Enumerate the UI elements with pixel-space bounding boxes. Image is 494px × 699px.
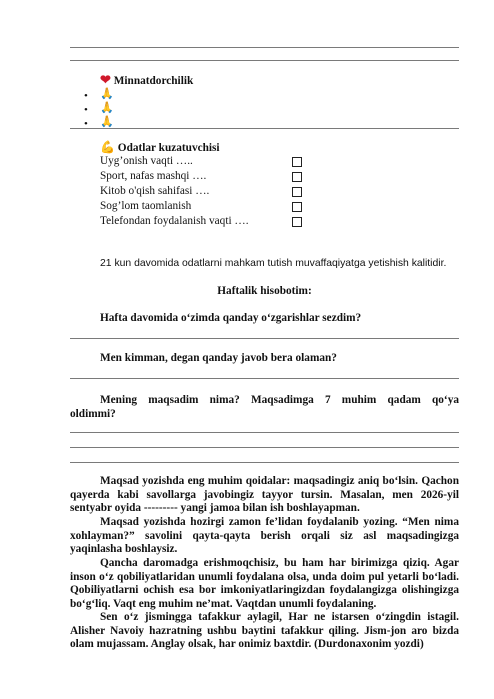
top-rule-1 — [70, 47, 459, 48]
answer-line — [70, 447, 459, 448]
heart-icon: ❤ — [100, 72, 111, 87]
habit-label: Uyg’onish vaqti ….. — [100, 155, 193, 167]
answer-line — [70, 338, 459, 339]
gratitude-heading — [100, 73, 193, 88]
weekly-question-1: Hafta davomida o‘zimda qanday o‘zgarishlar sezdim? — [100, 312, 362, 324]
gratitude-title: Minnatdorchilik — [113, 75, 194, 87]
habit-checkbox[interactable] — [292, 217, 302, 227]
gratitude-bullet-1: • — [84, 90, 88, 102]
muscle-icon: 💪 — [100, 140, 115, 154]
habit-checkbox[interactable] — [292, 202, 302, 212]
weekly-question-3: Mening maqsadim nima? Maqsadimga 7 muhim qadam qo‘ya oldimmi? — [70, 394, 459, 420]
section-rule — [70, 128, 459, 129]
habit-label: Kitob o'qish sahifasi …. — [100, 185, 210, 197]
habit-statement: 21 kun davomida odatlarni mahkam tutish muvaffaqiyatga yetishish kalitidir. — [100, 258, 447, 269]
habit-row — [100, 169, 310, 184]
gratitude-bullet-3: • — [84, 118, 88, 130]
paragraph: Maqsad yozishda hozirgi zamon fe’lidan foydalanib yozing. “Men nima xohlayman?” savolini qayta-qayta berish orqali siz asl maqsadingizga yaqinlasha boshlaysiz. — [70, 516, 459, 556]
habit-checkbox[interactable] — [292, 172, 302, 182]
habit-checkbox[interactable] — [292, 157, 302, 167]
pray-icon: 🙏 — [100, 88, 114, 100]
answer-line — [70, 432, 459, 433]
habit-label: Sport, nafas mashqi …. — [100, 170, 207, 182]
habit-row — [100, 154, 310, 169]
gratitude-bullet-2: • — [84, 104, 88, 116]
habit-label: Sog’lom taomlanish — [100, 200, 192, 212]
habits-heading — [100, 140, 220, 155]
answer-line — [70, 462, 459, 463]
habit-row — [100, 214, 310, 229]
paragraph: Qancha daromadga erishmoqchisiz, bu ham har birimizga qiziq. Agar inson o‘z qobiliyatlaridan unumli foydalana olsa, unda doim pul yetarli bo‘ladi. Qobiliyatlarni ochish esa bor imkoniyatlaringizdan foydalangizga olishingizga bo‘g‘liq. Vaqt eng muhim ne’mat. Vaqtdan unumli foydalaning. — [70, 557, 459, 610]
weekly-question-2: Men kimman, degan qanday javob bera olaman? — [100, 352, 337, 364]
habit-row — [100, 199, 310, 214]
habits-title: Odatlar kuzatuvchisi — [117, 142, 220, 154]
pray-icon: 🙏 — [100, 116, 114, 128]
paragraph: Sen o‘z jismingga tafakkur aylagil, Har ne istarsen o‘zingdin istagil. Alisher Navoiy hazratning ushbu baytini tafakkur qiling. Jism-jon aro bizda olam mujassam. Anglay olsak, har onimiz baxtdir. (Durdonaxonim yozdi) — [70, 611, 459, 651]
weekly-title: Haftalik hisobotim: — [217, 285, 312, 297]
top-rule-2 — [70, 60, 459, 61]
habit-row — [100, 184, 310, 199]
paragraph: Maqsad yozishda eng muhim qoidalar: maqsadingiz aniq bo‘lsin. Qachon qayerda kabi savollarga javobingiz tayyor tursin. Masalan, men 2026-yil sentyabr oyida --------- yangi jamoa bilan ish boshlayapman. — [70, 475, 459, 515]
habit-label: Telefondan foydalanish vaqti …. — [100, 215, 249, 227]
habit-checkbox[interactable] — [292, 187, 302, 197]
answer-line — [70, 378, 459, 379]
pray-icon: 🙏 — [100, 102, 114, 114]
